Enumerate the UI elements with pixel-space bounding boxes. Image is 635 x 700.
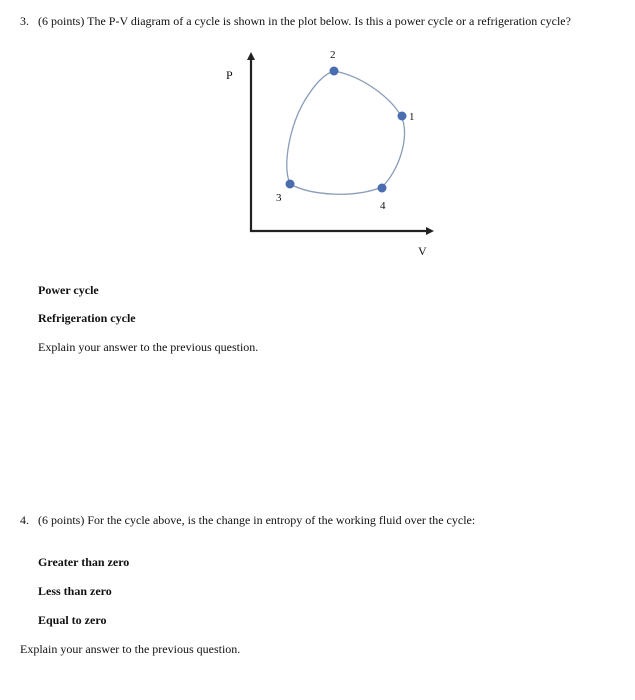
state-4-label: 4 [380,200,386,212]
option-equal-to-zero[interactable]: Equal to zero [38,613,107,627]
x-axis-label: V [418,244,427,258]
question-4-text: (6 points) For the cycle above, is the change in entropy of the working fluid over the cycle: [38,513,476,527]
y-axis-label: P [226,68,233,82]
state-1-point [398,112,407,121]
question-3-text: (6 points) The P-V diagram of a cycle is shown in the plot below. Is this a power cycle or a refrigeration cycle? [38,14,571,28]
state-2-point [330,67,339,76]
option-power-cycle[interactable]: Power cycle [38,283,99,297]
pv-diagram [0,0,635,270]
question-4-number: 4. [20,513,29,527]
state-3-point [286,180,295,189]
state-2-label: 2 [330,49,336,61]
cycle-curve [287,71,405,194]
option-refrigeration-cycle[interactable]: Refrigeration cycle [38,311,136,325]
question-3-explain-prompt: Explain your answer to the previous question. [38,340,259,354]
option-less-than-zero[interactable]: Less than zero [38,584,112,598]
state-1-label: 1 [409,111,415,123]
state-3-label: 3 [276,192,282,204]
option-greater-than-zero[interactable]: Greater than zero [38,555,130,569]
state-4-point [378,184,387,193]
question-3-number: 3. [20,14,29,28]
question-4-explain-prompt: Explain your answer to the previous question. [20,642,241,656]
